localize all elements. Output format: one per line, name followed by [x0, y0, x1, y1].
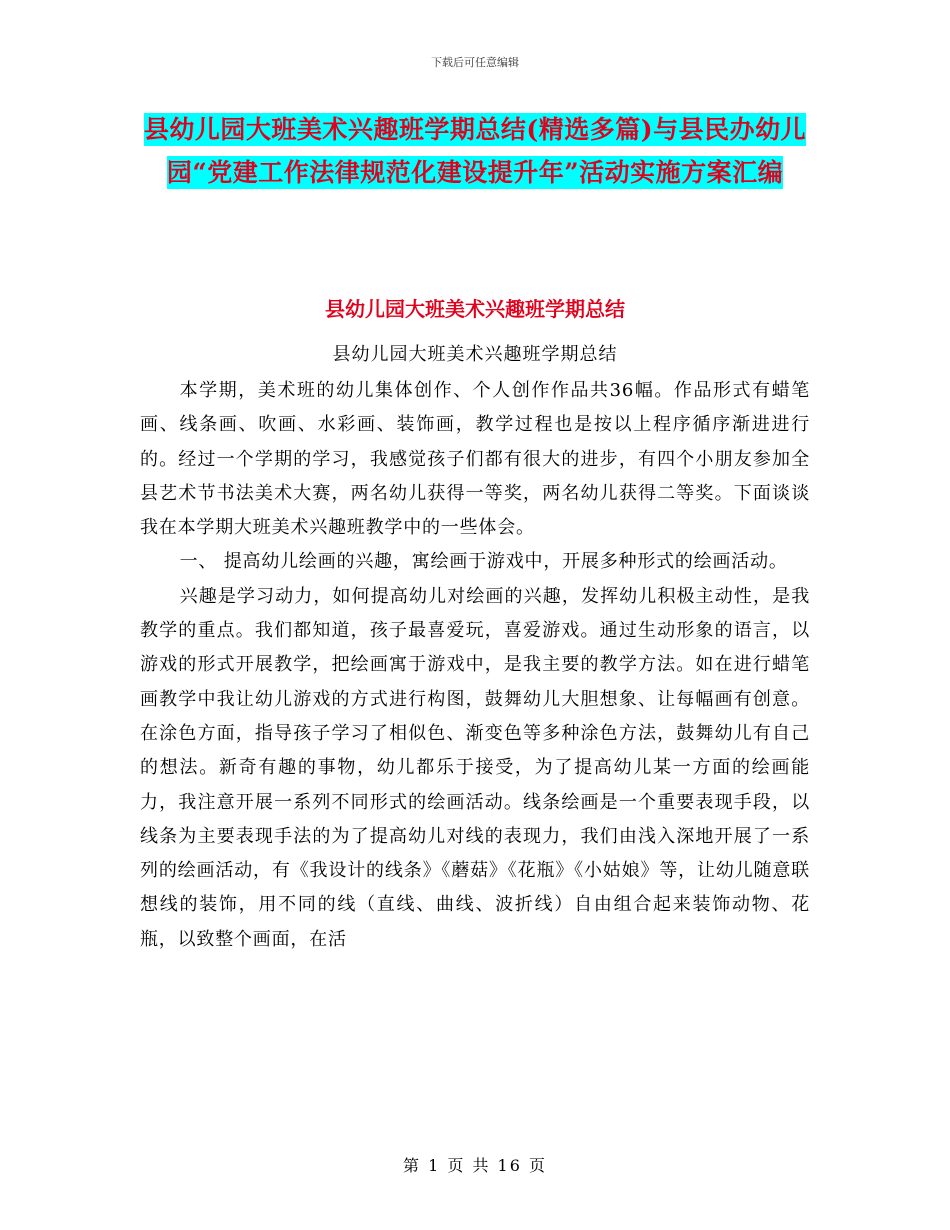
paragraph: 兴趣是学习动力，如何提高幼儿对绘画的兴趣，发挥幼儿积极主动性，是我教学的重点。我们都知道，孩子最喜爱玩，喜爱游戏。通过生动形象的语言，以游戏的形式开展教学，把绘画寓于游戏中，是我主要的教学方法。如在进行蜡笔画教学中我让幼儿游戏的方式进行构图，鼓舞幼儿大胆想象、让每幅画有创意。在涂色方面，指导孩子学习了相似色、渐变色等多种涂色方法，鼓舞幼儿有自己的想法。新奇有趣的事物，幼儿都乐于接受，为了提高幼儿某一方面的绘画能力，我注意开展一系列不同形式的绘画活动。线条绘画是一个重要表现手段，以线条为主要表现手法的为了提高幼儿对线的表现力，我们由浅入深地开展了一系列的绘画活动，有《我设计的线条》《蘑菇》《花瓶》《小姑娘》等，让幼儿随意联想线的装饰，用不同的线（直线、曲线、波折线）自由组合起来装饰动物、花瓶，以致整个画面，在活: [140, 585, 810, 950]
paragraph: 一、 提高幼儿绘画的兴趣，寓绘画于游戏中，开展多种形式的绘画活动。: [179, 551, 788, 573]
document-title-text: 县幼儿园大班美术兴趣班学期总结(精选多篇)与县民办幼儿园“党建工作法律规范化建设提升年”活动实施方案汇编: [143, 115, 807, 187]
document-body: [140, 374, 810, 957]
paragraph: 本学期，美术班的幼儿集体创作、个人创作作品共36幅。作品形式有蜡笔画、线条画、吹画、水彩画、装饰画，教学过程也是按以上程序循序渐进进行的。经过一个学期的学习，我感觉孩子们都有很大的进步，有四个小朋友参加全县艺术节书法美术大赛，两名幼儿获得一等奖，两名幼儿获得二等奖。下面谈谈我在本学期大班美术兴趣班教学中的一些体会。: [140, 380, 810, 539]
document-title: [140, 108, 810, 194]
page-header-note: 下载后可任意编辑: [431, 56, 519, 69]
section-title: 县幼儿园大班美术兴趣班学期总结: [325, 297, 625, 321]
page-footer-number: 第 1 页 共 16 页: [403, 1156, 547, 1175]
section-subtitle: 县幼儿园大班美术兴趣班学期总结: [332, 344, 618, 365]
